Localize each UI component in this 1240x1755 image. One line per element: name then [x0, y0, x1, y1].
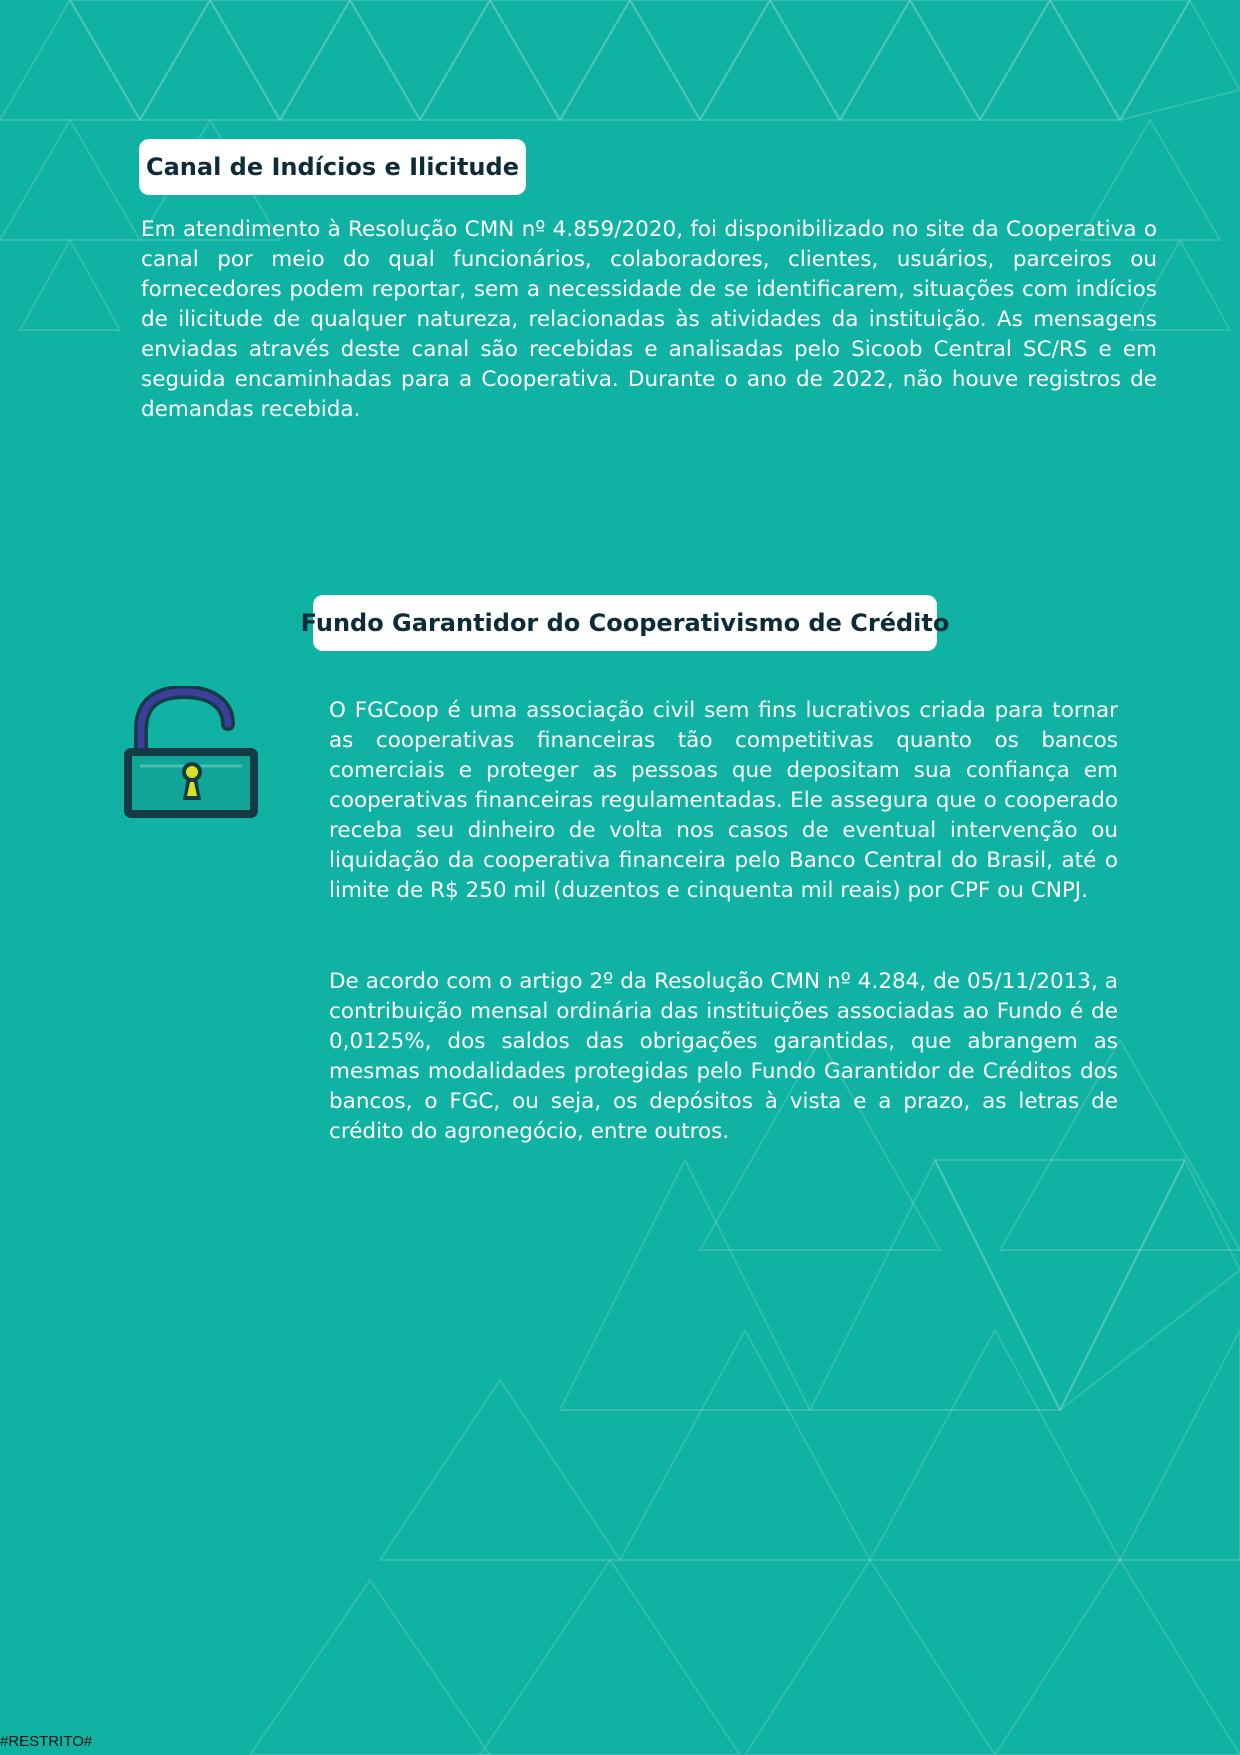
- canal-paragraph: Em atendimento à Resolução CMN nº 4.859/2020, foi disponibilizado no site da Cooperativa o canal por meio do qual funcionários, colaboradores, clientes, usuários, parceiros ou fornecedores podem reportar, sem a necessidade de se identificarem, situações com indícios de ilicitude de qualquer natureza, relacionadas às atividades da instituição. As mensagens enviadas através deste canal são recebidas e analisadas pelo Sicoob Central SC/RS e em seguida encaminhadas para a Cooperativa. Durante o ano de 2022, não houve registros de demandas recebida.: [141, 217, 1157, 422]
- fgcoop-paragraph-1: O FGCoop é uma associação civil sem fins lucrativos criada para tornar as cooperativas financeiras tão competitivas quanto os bancos comerciais e proteger as pessoas que depositam sua confiança em cooperativas financeiras regulamentadas. Ele assegura que o cooperado receba seu dinheiro de volta nos casos de eventual intervenção ou liquidação da cooperativa financeira pelo Banco Central do Brasil, até o limite de R$ 250 mil (duzentos e cinquenta mil reais) por CPF ou CNPJ.: [329, 698, 1118, 903]
- section-title-fgcoop: Fundo Garantidor do Cooperativismo de Crédito: [313, 595, 937, 651]
- unlocked-padlock-icon: [124, 686, 260, 820]
- fgcoop-paragraph-2: De acordo com o artigo 2º da Resolução CMN nº 4.284, de 05/11/2013, a contribuição mensal ordinária das instituições associadas ao Fundo é de 0,0125%, dos saldos das obrigações garantidas, que abrangem as mesmas modalidades protegidas pelo Fundo Garantidor de Créditos dos bancos, o FGC, ou seja, os depósitos à vista e a prazo, as letras de crédito do agronegócio, entre outros.: [329, 969, 1118, 1144]
- section-title-canal: Canal de Indícios e Ilicitude: [139, 139, 526, 195]
- classification-label: #RESTRITO#: [0, 1733, 93, 1750]
